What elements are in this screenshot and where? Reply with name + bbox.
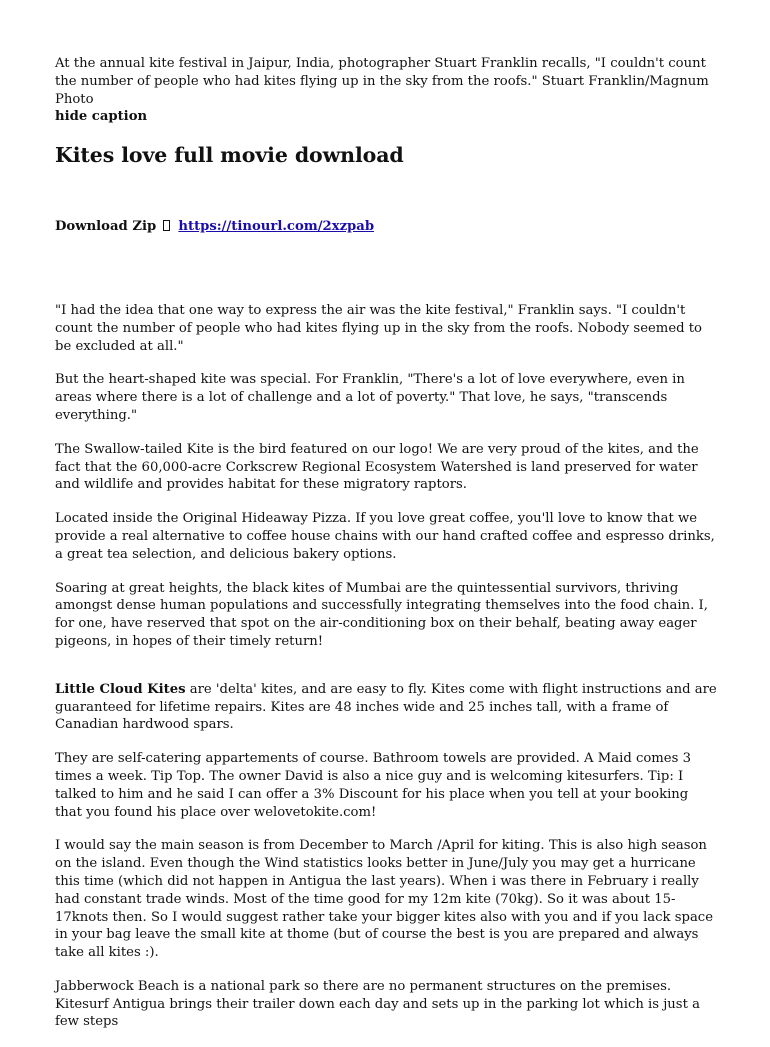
paragraph-5: Soaring at great heights, the black kites of Mumbai are the quintessential survivors, thriving amongst dense human populations and successfully integrating themselves into the food chain. I, for one, have reserved that spot on the air-conditioning box on their behalf, beating away eager pigeons, in hopes of their timely return!	[55, 580, 708, 649]
paragraph-little-cloud	[55, 681, 717, 734]
download-link[interactable]: https://tinourl.com/2xzpab	[178, 219, 375, 235]
little-cloud-bold: Little Cloud Kites	[55, 681, 186, 697]
paragraph-4: Located inside the Original Hideaway Pizza. If you love great coffee, you'll love to know that we provide a real alternative to coffee house chains with our hand crafted coffee and espresso drinks, a great tea selection, and delicious bakery options.	[55, 511, 715, 562]
arrow-icon	[163, 220, 170, 231]
document-page	[55, 55, 717, 1047]
photo-caption: At the annual kite festival in Jaipur, India, photographer Stuart Franklin recalls, "I couldn't count the number of people who had kites flying up in the sky from the roofs." Stuart Franklin/Magnum Photo	[55, 56, 709, 107]
paragraph-7: I would say the main season is from December to March /April for kiting. This is also high season on the island. Even though the Wind statistics looks better in June/July you may get a hurricane this time (which did not happen in Antigua the last years). When i was there in February i really had constant trade winds. Most of the time good for my 12m kite (70kg). So it was about 15-17knots then. So I would suggest rather take your bigger kites also with you and if you lack space in your bag leave the small kite at thome (but of course the best is you are prepared and always take all kites :).	[55, 838, 713, 961]
paragraph-1: "I had the idea that one way to express the air was the kite festival," Franklin says. "I couldn't count the number of people who had kites flying up in the sky from the roofs. Nobody seemed to be excluded at all."	[55, 302, 702, 354]
paragraph-8: Jabberwock Beach is a national park so there are no permanent structures on the premises. Kitesurf Antigua brings their trailer down each day and sets up in the parking lot which is just a few steps	[55, 978, 700, 1030]
paragraph-6: They are self-catering appartements of course. Bathroom towels are provided. A Maid comes 3 times a week. Tip Top. The owner David is also a nice guy and is welcoming kitesurfers. Tip: I talked to him and he said I can offer a 3% Discount for his place when you tell at your booking that you found his place over welovetokite.com!	[55, 751, 691, 820]
download-label: Download Zip	[55, 219, 157, 235]
hide-caption-link[interactable]: hide caption	[55, 109, 148, 125]
page-title: Kites love full movie download	[55, 143, 404, 168]
paragraph-3: The Swallow-tailed Kite is the bird featured on our logo! We are very proud of the kites, and the fact that the 60,000-acre Corkscrew Regional Ecosystem Watershed is land preserved for water and wildlife and provides habitat for these migratory raptors.	[55, 441, 699, 493]
download-line	[55, 218, 717, 236]
paragraph-2: But the heart-shaped kite was special. For Franklin, "There's a lot of love everywhere, even in areas where there is a lot of challenge and a lot of poverty." That love, he says, "transcends everything."	[55, 372, 685, 423]
little-cloud-text: are 'delta' kites, and are easy to fly. Kites come with flight instructions and are guaranteed for lifetime repairs. Kites are 48 inches wide and 25 inches tall, with a frame of Canadian hardwood spars.	[55, 681, 717, 733]
